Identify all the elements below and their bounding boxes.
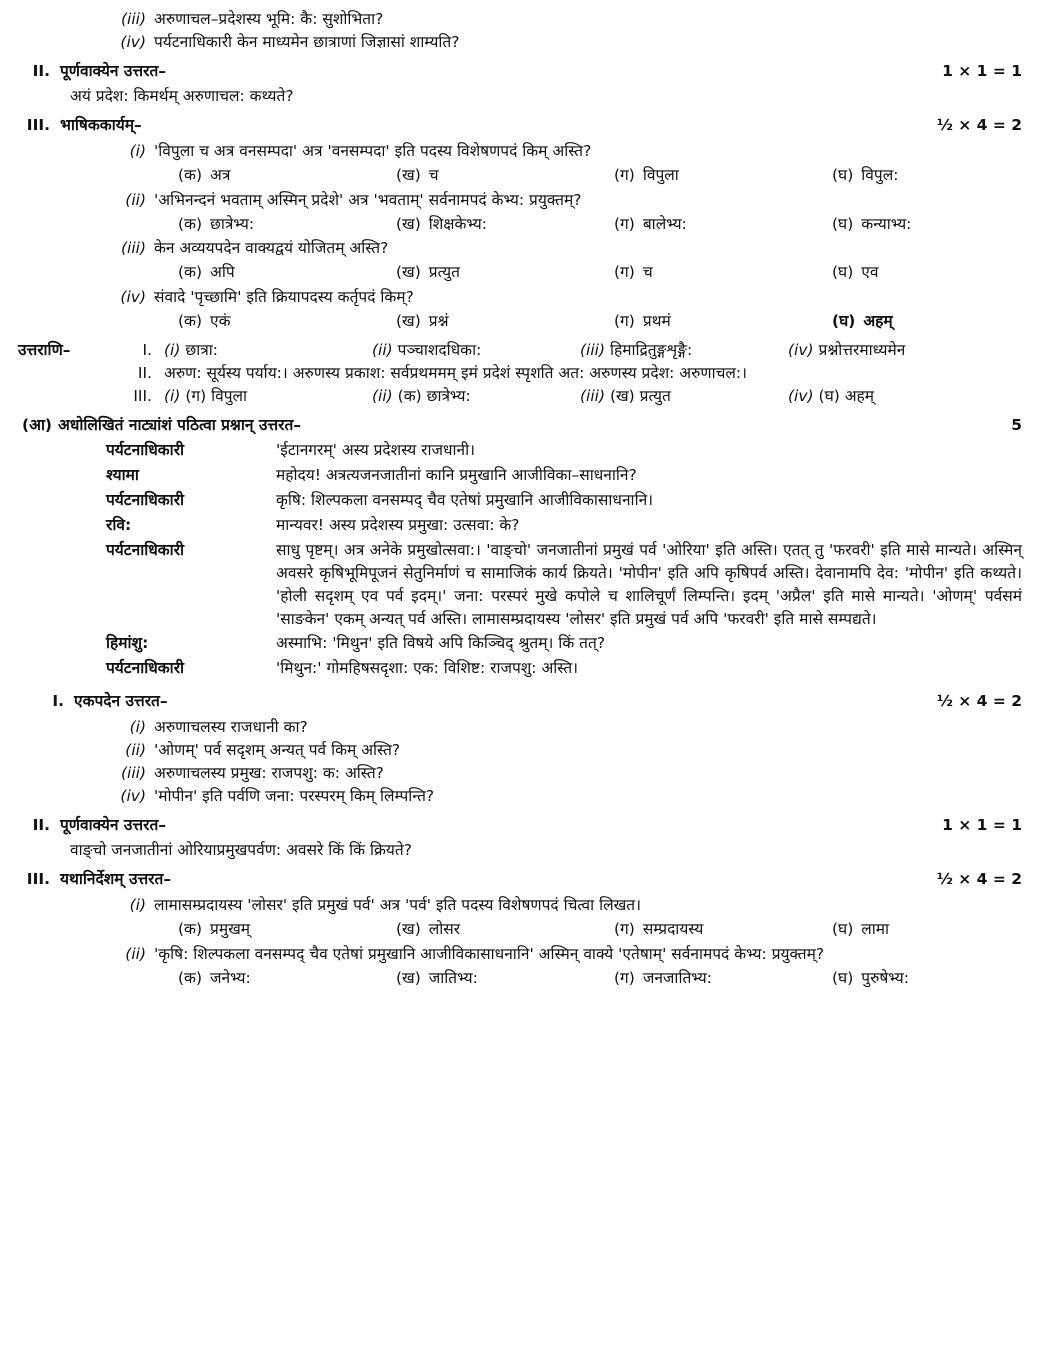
question-text: 'विपुला च अत्र वनसम्पदा' अत्र 'वनसम्पदा' इति पदस्य विशेषणपदं किम् अस्ति? (154, 141, 592, 160)
speaker-name: पर्यटनाधिकारी (106, 490, 185, 509)
option-text: विपुल: (861, 165, 899, 184)
option-label: (घ) (832, 214, 854, 233)
speaker-text: अस्माभि: 'मिथुन' इति विषये अपि किञ्चिद् श्रुतम्। किं तत्? (276, 634, 606, 653)
question-text: पर्यटनाधिकारी केन माध्यमेन छात्राणां जिज्ञासां शाम्यति? (154, 32, 460, 51)
marks-label: ½ × 4 = 2 (936, 692, 1022, 711)
answers-roman: III. (133, 387, 152, 406)
section-II-header (18, 60, 1022, 83)
dialogue-line (18, 514, 1022, 537)
option-text: लामा (861, 919, 890, 938)
marks-label: ½ × 4 = 2 (936, 869, 1022, 888)
section-number: III. (26, 115, 50, 134)
option[interactable] (832, 213, 911, 236)
option[interactable] (178, 918, 396, 941)
option-text: पुरुषेभ्य: (861, 968, 909, 987)
question-number: (ii) (125, 944, 146, 963)
question-number: (i) (129, 718, 146, 737)
section-number: II. (32, 61, 50, 80)
option-label: (क) (178, 214, 202, 233)
option[interactable] (178, 967, 396, 990)
option-text: छात्रेभ्य: (210, 214, 255, 233)
option-row (18, 310, 1022, 333)
option-row (18, 213, 1022, 236)
option-text: बालेभ्य: (642, 214, 687, 233)
list-item (18, 140, 1050, 163)
section-III-header (18, 114, 1022, 137)
section-number: I. (52, 692, 64, 711)
speaker-text: कृषि: शिल्पकला वनसम्पद् चैव एतेषां प्रमुखानि आजीविकासाधनानि। (276, 490, 654, 509)
speaker-text: मान्यवर! अस्य प्रदेशस्य प्रमुखा: उत्सवा: के? (276, 515, 520, 534)
list-item (18, 286, 1050, 309)
answer-number: (ii) (372, 387, 393, 406)
question-number: (iv) (120, 32, 146, 51)
section-title: भाषिककार्यम्– (60, 115, 142, 134)
answer-number: (i) (164, 341, 181, 360)
speaker-name: श्यामा (106, 465, 139, 484)
answer-text: प्रश्नोत्तरमाध्यमेन (818, 341, 906, 360)
list-item (18, 739, 1050, 762)
speaker-text: साधु पृष्टम्। अत्र अनेके प्रमुखोत्सवा:। 'वाङ्चो' जनजातीनां प्रमुखं पर्व 'ओरिया' इति अस्ति। एतत् तु 'फरवरी' इति मासे मान्यते। अस्मिन् अवसरे कृषिभूमिपूजनं सेतुनिर्माणं च सामाजिकं कार्य क्रियते। 'मोपीन' इति अपि कृषिपर्व अस्ति। देवानामपि देव: 'मोपीन' इति कथ्यते। 'होली सदृशम् एव पर्व इदम्।' जना: परस्परं मुखे कपोले च शालिचूर्णं लिम्पन्ति। इदम् 'अप्रैल' इति मासे मान्यते। 'ओणम्' पर्वसमं 'साङकेन' एकम् अन्यत् पर्व अस्ति। लामासम्प्रदायस्य 'लोसर' इति प्रमुखं पर्व अपि 'फरवरी' इति मासे सम्पद्यते। (276, 540, 1022, 628)
answer-text: अरुण: सूर्यस्य पर्याय:। अरुणस्य प्रकाश: सर्वप्रथममम् इमं प्रदेशं स्पृशति अत: अरुणस्य प्रदेश: अरुणाचल:। (164, 364, 748, 383)
section-title: पूर्णवाक्येन उत्तरत– (60, 816, 167, 834)
question-number: (i) (129, 895, 146, 914)
section-II-question (18, 85, 1050, 108)
option[interactable] (614, 261, 832, 284)
option-text: लोसर (428, 919, 461, 938)
answer-number: (iv) (788, 341, 814, 360)
question-number: (iii) (120, 239, 146, 258)
option[interactable] (614, 918, 832, 941)
option[interactable] (832, 310, 893, 333)
question-number: (iii) (120, 764, 146, 783)
option-text: शिक्षकेभ्य: (428, 214, 488, 233)
dialogue-line (18, 439, 1022, 462)
option-label: (ख) (396, 968, 421, 987)
option-text: प्रत्युत (428, 263, 460, 282)
list-item (18, 237, 1050, 260)
option-row (18, 261, 1022, 284)
question-number: (iv) (120, 288, 146, 307)
option[interactable] (178, 261, 396, 284)
answer-item (164, 339, 372, 362)
section-number: II. (32, 816, 50, 834)
speaker-name: रवि: (106, 515, 132, 534)
section-title: एकपदेन उत्तरत– (74, 692, 168, 711)
part-title: अधोलिखितं नाट्यांशं पठित्वा प्रश्नान् उत्तरत– (58, 416, 302, 434)
bottom-I-header (18, 690, 1022, 713)
question-text: वाङ्चो जनजातीनां ओरियाप्रमुखपर्वण: अवसरे किं किं क्रियते? (70, 840, 412, 859)
option-label: (ख) (396, 919, 421, 938)
option-label: (क) (178, 968, 202, 987)
option-text: जनजातिभ्य: (642, 968, 712, 987)
list-item (18, 762, 1050, 785)
option-row (18, 918, 1022, 941)
question-text: केन अव्ययपदेन वाक्यद्वयं योजितम् अस्ति? (154, 239, 389, 258)
answer-number: (i) (164, 387, 181, 406)
bottom-III-header (18, 868, 1022, 891)
answer-text: हिमाद्रितुङ्गशृङ्गै: (609, 341, 693, 360)
question-text: 'कृषि: शिल्पकला वनसम्पद् चैव एतेषां प्रमुखानि आजीविकासाधनानि' अस्मिन् वाक्ये 'एतेषाम्' सर्वनामपदं केभ्य: प्रयुक्तम्? (154, 944, 825, 963)
option[interactable] (832, 261, 878, 284)
option-label: (घ) (832, 263, 854, 282)
option[interactable] (614, 164, 832, 187)
dialogue-line (18, 539, 1022, 631)
option[interactable] (832, 967, 909, 990)
answers-roman: I. (142, 341, 152, 360)
answer-text: (घ) अहम् (818, 387, 875, 406)
option[interactable] (614, 213, 832, 236)
option[interactable] (396, 213, 614, 236)
option-text: प्रश्नं (428, 312, 449, 331)
speaker-name: हिमांशु: (106, 634, 149, 653)
list-item (18, 943, 1050, 966)
question-text: अयं प्रदेश: किमर्थम् अरुणाचल: कथ्यते? (70, 86, 294, 105)
answer-text: छात्रा: (185, 341, 219, 360)
option[interactable] (396, 310, 614, 333)
dialogue-line (18, 632, 1022, 655)
option-text: च (642, 263, 653, 282)
answers-roman: II. (137, 364, 152, 383)
option-label: (घ) (832, 919, 854, 938)
section-number: III. (26, 869, 50, 888)
option-label: (क) (178, 165, 202, 184)
answer-item (372, 339, 580, 362)
answer-item (788, 339, 905, 362)
option-label: (घ) (832, 968, 854, 987)
question-text: अरुणाचल–प्रदेशस्य भूमि: कै: सुशोभिता? (154, 10, 384, 28)
option[interactable] (614, 310, 832, 333)
answer-number: (iv) (788, 387, 814, 406)
speaker-name: पर्यटनाधिकारी (106, 540, 185, 559)
option-row (18, 967, 1022, 990)
question-number: (iv) (120, 787, 146, 806)
option-label: (घ) (832, 165, 854, 184)
dialogue-line (18, 657, 1022, 680)
answer-number: (ii) (372, 341, 393, 360)
part-label: (आ) (22, 416, 53, 434)
answer-item (164, 385, 372, 408)
speaker-text: महोदय! अत्रत्यजनजातीनां कानि प्रमुखानि आजीविका–साधनानि? (276, 465, 637, 484)
option-text: अहम् (863, 312, 893, 331)
answers-line-II (18, 362, 1022, 385)
option-text: एव (861, 263, 879, 282)
option-label: (क) (178, 919, 202, 938)
option-text: कन्याभ्य: (861, 214, 912, 233)
option[interactable] (396, 918, 614, 941)
question-text: संवादे 'पृच्छामि' इति क्रियापदस्य कर्तृपदं किम्? (154, 288, 414, 307)
answers-items (164, 385, 1022, 408)
question-text: अरुणाचलस्य राजधानी का? (154, 718, 308, 737)
option-label: (ख) (396, 312, 421, 331)
option[interactable] (178, 164, 396, 187)
option-label: (ग) (614, 165, 635, 184)
bottom-II-question (18, 839, 1050, 862)
answer-text: पञ्चाशदधिका: (397, 341, 482, 360)
dialogue-line (18, 464, 1022, 487)
option-text: प्रथमं (642, 312, 671, 331)
option[interactable] (396, 967, 614, 990)
question-text: 'ओणम्' पर्व सदृशम् अन्यत् पर्व किम् अस्ति? (154, 741, 401, 760)
option-label: (ख) (396, 263, 421, 282)
list-item (18, 716, 1050, 739)
option-text: प्रमुखम् (210, 919, 251, 938)
answers-heading: उत्तराणि– (18, 341, 71, 360)
option-text: विपुला (642, 165, 679, 184)
option-label: (ग) (614, 312, 635, 331)
section-title: पूर्णवाक्येन उत्तरत– (60, 61, 167, 80)
option[interactable] (396, 261, 614, 284)
option-text: अत्र (210, 165, 231, 184)
list-item (18, 31, 1050, 54)
option-label: (ख) (396, 214, 421, 233)
option-label: (क) (178, 312, 202, 331)
answer-text: (ग) विपुला (185, 387, 248, 406)
option[interactable] (832, 918, 889, 941)
bottom-II-header (18, 814, 1022, 837)
list-item (18, 894, 1050, 917)
option-row (18, 164, 1022, 187)
question-number: (ii) (125, 190, 146, 209)
option[interactable] (396, 164, 614, 187)
option-text: जातिभ्य: (428, 968, 478, 987)
speaker-text: 'मिथुन:' गोमहिषसदृशा: एक: विशिष्ट: राजपशु: अस्ति। (276, 659, 579, 678)
option-text: सम्प्रदायस्य (642, 919, 704, 938)
answer-text: (ख) प्रत्युत (609, 387, 671, 406)
list-item (18, 189, 1050, 212)
part-aa-header (18, 414, 1022, 437)
speaker-name: पर्यटनाधिकारी (106, 440, 185, 459)
option-text: जनेभ्य: (210, 968, 251, 987)
option-label: (ग) (614, 263, 635, 282)
option-label: (ग) (614, 919, 635, 938)
option[interactable] (832, 164, 898, 187)
marks-label: ½ × 4 = 2 (936, 115, 1022, 134)
option[interactable] (178, 310, 396, 333)
answers-block (18, 339, 1022, 362)
answer-item (788, 385, 874, 408)
marks-label: 1 × 1 = 1 (942, 61, 1022, 80)
option-label: (ग) (614, 214, 635, 233)
dialogue-line (18, 489, 1022, 512)
answer-text: (क) छात्रेभ्य: (397, 387, 471, 406)
speaker-name: पर्यटनाधिकारी (106, 659, 185, 678)
marks-label: 5 (1011, 416, 1022, 434)
answers-items (164, 339, 1022, 362)
answer-item (580, 385, 788, 408)
answers-line-III (18, 385, 1022, 408)
list-item (18, 8, 1050, 31)
answer-item (580, 339, 788, 362)
answer-item (372, 385, 580, 408)
list-item (18, 785, 1050, 808)
speaker-text: 'ईटानगरम्' अस्य प्रदेशस्य राजधानी। (276, 440, 476, 459)
marks-label: 1 × 1 = 1 (942, 816, 1022, 834)
option-label: (घ) (832, 312, 856, 331)
question-number: (ii) (125, 741, 146, 760)
question-text: 'मोपीन' इति पर्वणि जना: परस्परम् किम् लिम्पन्ति? (154, 787, 435, 806)
option-label: (ख) (396, 165, 421, 184)
option-label: (क) (178, 263, 202, 282)
option[interactable] (614, 967, 832, 990)
option-text: च (428, 165, 439, 184)
question-text: 'अभिनन्दनं भवताम् अस्मिन् प्रदेशे' अत्र 'भवताम्' सर्वनामपदं केभ्य: प्रयुक्तम्? (154, 190, 582, 209)
answer-number: (iii) (580, 387, 606, 406)
question-number: (iii) (120, 10, 146, 28)
question-text: अरुणाचलस्य प्रमुख: राजपशु: क: अस्ति? (154, 764, 384, 783)
question-number: (i) (129, 141, 146, 160)
question-text: लामासम्प्रदायस्य 'लोसर' इति प्रमुखं पर्व' अत्र 'पर्व' इति पदस्य विशेषणपदं चित्वा लिखत। (154, 895, 642, 914)
section-title: यथानिर्देशम् उत्तरत– (60, 869, 172, 888)
option-text: एकं (210, 312, 231, 331)
option-text: अपि (210, 263, 235, 282)
answer-number: (iii) (580, 341, 606, 360)
option[interactable] (178, 213, 396, 236)
option-label: (ग) (614, 968, 635, 987)
